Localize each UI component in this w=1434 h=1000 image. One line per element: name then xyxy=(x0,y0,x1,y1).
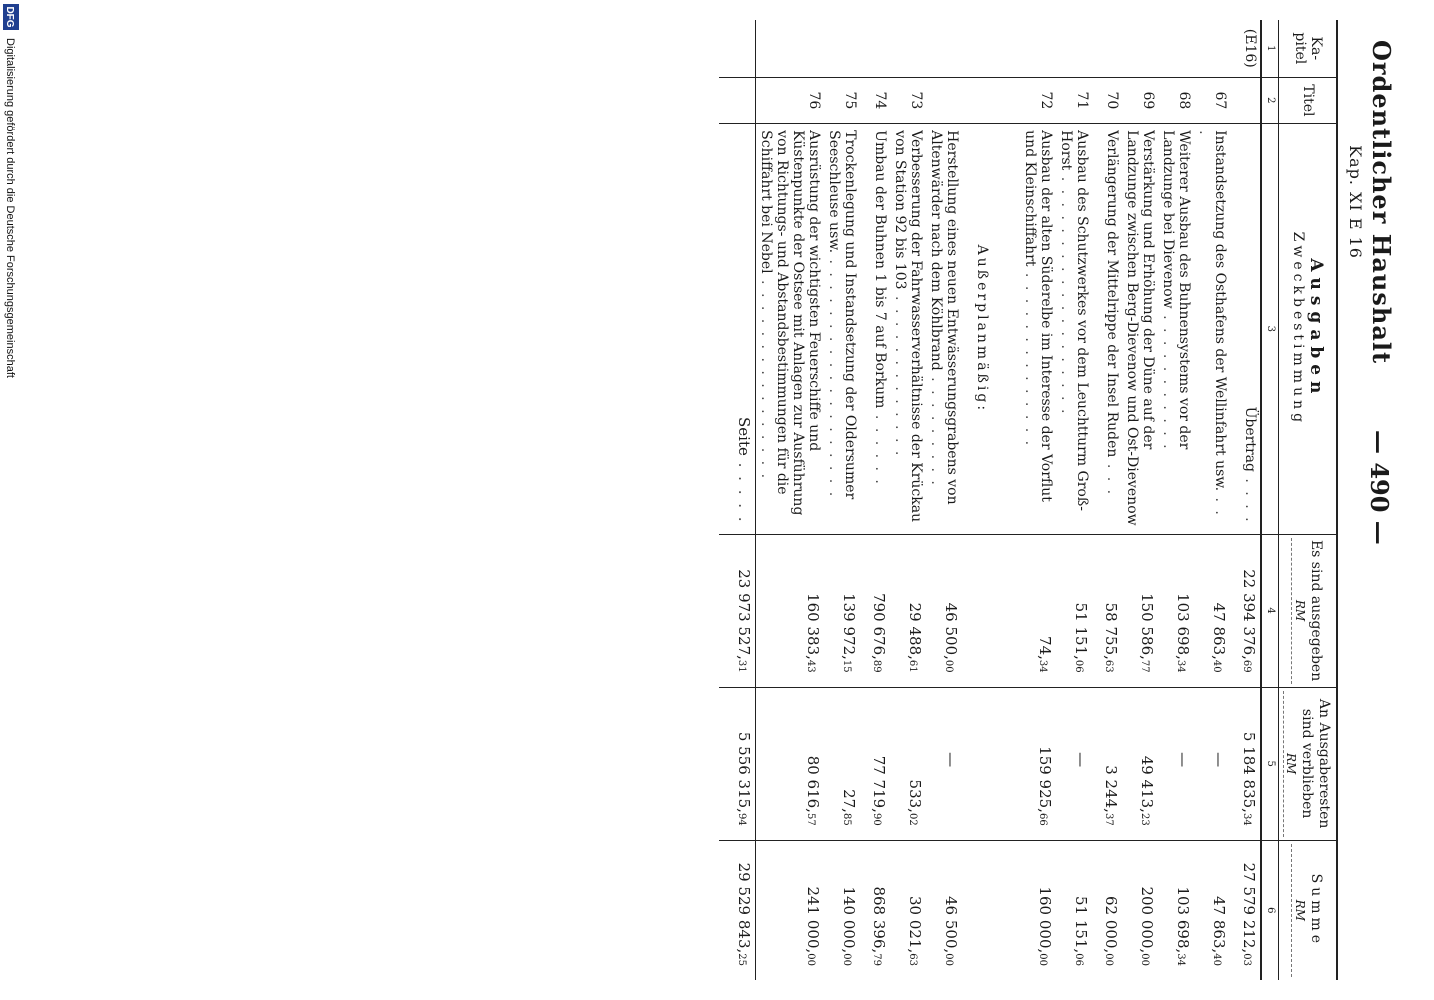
col-number: 5 xyxy=(1261,687,1279,840)
ausgegeben-cell xyxy=(1056,534,1092,687)
summe-cents: 00 xyxy=(943,953,955,966)
col-kapitel: Ka-pitel xyxy=(1279,20,1337,77)
ausgegeben-value: 103 698, xyxy=(1174,593,1193,660)
table-row xyxy=(1056,20,1092,980)
titel-cell xyxy=(1230,77,1261,124)
credit-text: Digitalisierung gefördert durch die Deutsche Forschungsgemeinschaft xyxy=(4,38,16,378)
col-ausgegeben-unit: RM xyxy=(1291,538,1306,684)
total-ausgegeben-cents: 31 xyxy=(736,659,748,673)
kap-cell xyxy=(824,20,860,77)
titel-cell: 70 xyxy=(1092,77,1122,124)
leader-dots: . . . xyxy=(1196,130,1229,517)
reste-cents: 57 xyxy=(805,812,817,826)
reste-cell xyxy=(1194,687,1230,840)
table-row xyxy=(824,20,860,980)
ausgegeben-value: 790 676, xyxy=(870,593,889,660)
table-row xyxy=(962,20,1020,980)
col-reste-unit: RM xyxy=(1283,691,1298,837)
titel-cell: 72 xyxy=(1020,77,1056,124)
col-reste-label: An Ausgaberesten sind verblieben xyxy=(1299,698,1332,829)
col-number: 1 xyxy=(1261,20,1279,77)
table-body xyxy=(756,20,1262,980)
column-number-row xyxy=(1261,20,1279,980)
kap-cell xyxy=(962,20,1020,77)
header-row xyxy=(1279,20,1337,980)
total-leader-dots: . . . . . xyxy=(735,455,754,524)
reste-value: 533, xyxy=(906,779,925,813)
summe-cents: 40 xyxy=(1211,953,1223,966)
zweck-text: Instandsetzung des Osthafens der Wellinfahrt usw. xyxy=(1212,130,1229,492)
col-number: 2 xyxy=(1261,77,1279,124)
zweck-cell xyxy=(1056,124,1092,534)
header-chapter: Kap. XI E 16 xyxy=(1346,145,1365,259)
reste-cell xyxy=(1056,687,1092,840)
ausgegeben-cents: 40 xyxy=(1211,659,1223,673)
reste-cell xyxy=(1158,687,1194,840)
col-number: 4 xyxy=(1261,534,1279,687)
table-row xyxy=(926,20,962,980)
ausgegeben-value: 51 151, xyxy=(1072,602,1091,660)
leader-dots: . . . . . . . . . . . . . xyxy=(892,289,909,458)
reste-cents: 34 xyxy=(1241,812,1253,826)
total-reste-value: 5 556 315, xyxy=(735,731,754,813)
summe-cell xyxy=(860,840,890,980)
zweck-cell xyxy=(1194,124,1230,534)
ausgegeben-value: 74, xyxy=(1036,636,1055,660)
zweck-text: Trockenlegung und Instandsetzung der Oldersumer Seeschleuse usw. xyxy=(826,130,859,500)
titel-cell: 68 xyxy=(1158,77,1194,124)
table-row xyxy=(860,20,890,980)
leader-dots: . . . . . . . . . . . . . . . . . . . xyxy=(1058,170,1075,416)
zweck-cell xyxy=(1092,124,1122,534)
col-summe-label: Summe xyxy=(1307,873,1324,948)
kap-cell xyxy=(1158,20,1194,77)
reste-cell xyxy=(1230,687,1261,840)
summe-cell xyxy=(1020,840,1056,980)
reste-cents: 37 xyxy=(1103,812,1115,826)
ausgegeben-cell xyxy=(1092,534,1122,687)
reste-cents: 85 xyxy=(841,812,853,826)
summe-cents: 63 xyxy=(907,953,919,966)
ausgegeben-cents: 43 xyxy=(805,659,817,673)
reste-dash: — xyxy=(1174,752,1193,768)
section-heading: Außerplanmäßig: xyxy=(962,124,1020,534)
col-summe-unit: RM xyxy=(1291,844,1306,977)
zweck-text: Verstärkung und Erhöhung der Düne auf der Landzunge zwischen Berg-Dievenow und Ost-Dievenow xyxy=(1124,130,1157,526)
summe-value: 140 000, xyxy=(840,886,859,954)
reste-cell xyxy=(1020,687,1056,840)
ausgegeben-cents: 34 xyxy=(1037,659,1049,673)
total-summe xyxy=(719,840,756,980)
ausgegeben-cell xyxy=(824,534,860,687)
ausgegeben-cents: 06 xyxy=(1073,659,1085,673)
titel-cell: 69 xyxy=(1122,77,1158,124)
col-summe xyxy=(1279,840,1337,980)
total-summe-cents: 25 xyxy=(736,953,748,966)
table-row xyxy=(1158,20,1194,980)
kap-cell: (E16) xyxy=(1242,28,1259,68)
summe-cell xyxy=(1194,840,1230,980)
titel-cell: 71 xyxy=(1056,77,1092,124)
ausgegeben-cell xyxy=(962,534,1020,687)
reste-value: 77 719, xyxy=(870,755,889,813)
dfg-logo-text: DFG xyxy=(4,6,15,28)
ausgegeben-cents: 34 xyxy=(1175,659,1187,673)
titel-cell: 76 xyxy=(756,77,825,124)
summe-cell xyxy=(926,840,962,980)
table-row xyxy=(890,20,926,980)
kap-cell xyxy=(890,20,926,77)
reste-cell xyxy=(962,687,1020,840)
summe-value: 241 000, xyxy=(804,886,823,954)
ausgegeben-cents: 77 xyxy=(1139,659,1151,673)
reste-cell xyxy=(1092,687,1122,840)
leader-dots: . . . . xyxy=(1242,471,1259,524)
ausgegeben-cell xyxy=(926,534,962,687)
total-tit-cell xyxy=(719,77,756,124)
reste-cell xyxy=(926,687,962,840)
col-titel: Titel xyxy=(1279,77,1337,124)
summe-value: 27 579 212, xyxy=(1240,862,1259,954)
ausgegeben-value: 150 586, xyxy=(1138,593,1157,660)
ausgegeben-cents: 63 xyxy=(1103,659,1115,673)
titel-cell: 75 xyxy=(824,77,860,124)
zweck-text: Übertrag xyxy=(1242,406,1259,472)
summe-value: 103 698, xyxy=(1174,886,1193,954)
ausgegeben-cents: 00 xyxy=(943,659,955,673)
summe-cents: 79 xyxy=(871,953,883,966)
zweck-text: Ausrüstung der wichtigsten Feuerschiffe und Küstenpunkte der Ostsee mit Anlagen zur Ausführung von Richtungs- und Abstandsbestimmungen für die Schiffahrt bei Nebel xyxy=(758,130,823,516)
summe-cell xyxy=(756,840,825,980)
header-title-block xyxy=(1346,40,1396,364)
zweck-text: Herstellung eines neuen Entwässerungsgrabens von Altenwärder nach dem Köhlbrand xyxy=(928,130,961,505)
col-ausgegeben xyxy=(1279,534,1337,687)
kap-cell xyxy=(926,20,962,77)
summe-cell xyxy=(1122,840,1158,980)
total-reste xyxy=(719,687,756,840)
ausgegeben-value: 160 383, xyxy=(804,593,823,660)
kap-cell xyxy=(1194,20,1230,77)
reste-value: 159 925, xyxy=(1036,746,1055,813)
zweck-text: Verbesserung der Fahrwasserverhältnisse der Krückau von Station 92 bis 103 xyxy=(892,130,925,523)
summe-cell xyxy=(962,840,1020,980)
summe-value: 160 000, xyxy=(1036,886,1055,954)
ausgegeben-cell xyxy=(890,534,926,687)
total-label: Seite xyxy=(735,417,754,456)
col-number: 6 xyxy=(1261,840,1279,980)
zweck-cell xyxy=(860,124,890,534)
col-reste xyxy=(1279,687,1337,840)
reste-value: 49 413, xyxy=(1138,755,1157,813)
header-title: Ordentlicher Haushalt xyxy=(1367,40,1396,365)
zweck-cell xyxy=(1230,124,1261,534)
titel-cell xyxy=(962,77,1020,124)
summe-value: 47 863, xyxy=(1210,896,1229,954)
reste-cell xyxy=(824,687,860,840)
col-number: 3 xyxy=(1261,124,1279,534)
zweck-cell xyxy=(756,124,825,534)
ausgegeben-cell xyxy=(756,534,825,687)
budget-table xyxy=(719,20,1338,980)
ausgegeben-cell xyxy=(1122,534,1158,687)
ausgegeben-value: 47 863, xyxy=(1210,602,1229,660)
reste-cell xyxy=(860,687,890,840)
table-row xyxy=(1020,20,1056,980)
summe-cents: 00 xyxy=(805,953,817,966)
total-ausgegeben xyxy=(719,534,756,687)
ausgegeben-value: 46 500, xyxy=(942,602,961,660)
titel-cell: 73 xyxy=(890,77,926,124)
reste-cents: 66 xyxy=(1037,812,1049,826)
leader-dots: . . . . . . . . . xyxy=(928,370,945,487)
ausgegeben-cell xyxy=(1194,534,1230,687)
total-row xyxy=(719,20,756,980)
ausgegeben-cell xyxy=(860,534,890,687)
reste-cell xyxy=(756,687,825,840)
kap-cell xyxy=(860,20,890,77)
ausgegeben-value: 58 755, xyxy=(1102,602,1121,660)
zweck-cell xyxy=(1020,124,1056,534)
summe-value: 62 000, xyxy=(1102,896,1121,954)
leader-dots: . . . xyxy=(1104,457,1121,497)
kap-cell xyxy=(1020,20,1056,77)
zweck-cell xyxy=(1158,124,1194,534)
reste-cell xyxy=(890,687,926,840)
col-ausgegeben-label: Es sind ausgegeben xyxy=(1307,539,1324,682)
summe-cents: 03 xyxy=(1241,953,1253,966)
reste-cents: 23 xyxy=(1139,812,1151,826)
ausgegeben-value: 22 394 376, xyxy=(1240,569,1259,660)
titel-cell: 67 xyxy=(1194,77,1230,124)
ausgegeben-cents: 89 xyxy=(871,659,883,673)
page-number: — 490 — xyxy=(1365,430,1394,545)
summe-cell xyxy=(890,840,926,980)
summe-cents: 00 xyxy=(841,953,853,966)
leader-dots: . . . . . . xyxy=(872,408,889,486)
leader-dots: . . . . . . . . . . . . . . xyxy=(1022,266,1039,448)
reste-dash: — xyxy=(1210,752,1229,768)
zweck-text: Umbau der Buhnen 1 bis 7 auf Borkum xyxy=(872,130,889,409)
summe-cents: 06 xyxy=(1073,953,1085,966)
col-zweck-label: Zweckbestimmung xyxy=(1289,231,1306,427)
total-label-cell xyxy=(719,124,756,534)
summe-cell xyxy=(1092,840,1122,980)
col-ausgaben-label: Ausgaben xyxy=(1306,258,1327,400)
leader-dots: . . . . . . . . . . . . . . . . xyxy=(758,273,775,481)
leader-dots: . . . . . . . . . . . . . . . . . . . xyxy=(826,253,843,499)
zweck-text: Ausbau des Schutzwerkes vor dem Leuchtturm Groß-Horst xyxy=(1058,130,1091,511)
ausgegeben-cents: 69 xyxy=(1241,659,1253,673)
ausgegeben-value: 139 972, xyxy=(840,593,859,660)
kap-cell xyxy=(1122,20,1158,77)
summe-cents: 00 xyxy=(1103,953,1115,966)
titel-cell: 74 xyxy=(860,77,890,124)
ausgegeben-cents: 15 xyxy=(841,659,853,673)
total-ausgegeben-value: 23 973 527, xyxy=(735,569,754,660)
table-row xyxy=(1122,20,1158,980)
summe-cell xyxy=(1158,840,1194,980)
summe-value: 30 021, xyxy=(906,896,925,954)
summe-value: 51 151, xyxy=(1072,896,1091,954)
reste-value: 27, xyxy=(840,789,859,813)
summe-cell xyxy=(1056,840,1092,980)
reste-value: 3 244, xyxy=(1102,765,1121,813)
table-row xyxy=(1230,20,1261,980)
summe-cents: 34 xyxy=(1175,953,1187,966)
summe-cell xyxy=(1230,840,1261,980)
kap-cell xyxy=(1092,20,1122,77)
col-zweck xyxy=(1279,124,1337,534)
reste-cents: 02 xyxy=(907,812,919,826)
summe-cents: 00 xyxy=(1139,953,1151,966)
reste-cents: 90 xyxy=(871,812,883,826)
document-page xyxy=(0,20,1434,980)
reste-cell xyxy=(1122,687,1158,840)
digitization-credit xyxy=(0,0,22,1000)
ausgegeben-cell xyxy=(1230,534,1261,687)
titel-cell xyxy=(926,77,962,124)
ausgegeben-cents: 61 xyxy=(907,659,919,673)
zweck-cell xyxy=(890,124,926,534)
summe-value: 46 500, xyxy=(942,896,961,954)
kap-cell xyxy=(1056,20,1092,77)
summe-cents: 00 xyxy=(1037,953,1049,966)
reste-dash: — xyxy=(1072,752,1091,768)
ausgegeben-cell xyxy=(1020,534,1056,687)
total-kap-cell xyxy=(719,20,756,77)
total-reste-cents: 94 xyxy=(736,812,748,826)
reste-dash: — xyxy=(942,752,961,768)
zweck-text: Verlängerung der Mittelrippe der Insel Ruden xyxy=(1104,130,1121,458)
ausgegeben-cell xyxy=(1158,534,1194,687)
zweck-cell xyxy=(926,124,962,534)
kap-cell xyxy=(756,20,825,77)
zweck-text: Weiterer Ausbau des Buhnensystems vor der Landzunge bei Dievenow xyxy=(1160,130,1193,450)
zweck-cell xyxy=(1122,124,1158,534)
ausgegeben-value: 29 488, xyxy=(906,602,925,660)
reste-value: 5 184 835, xyxy=(1240,731,1259,813)
table-row xyxy=(756,20,825,980)
total-summe-value: 29 529 843, xyxy=(735,862,754,954)
credit-svg xyxy=(0,0,22,1000)
zweck-cell xyxy=(824,124,860,534)
summe-value: 868 396, xyxy=(870,886,889,954)
summe-cell xyxy=(824,840,860,980)
zweck-text: Ausbau der alten Süderelbe im Interesse der Vorflut und Kleinschiffahrt xyxy=(1022,130,1055,502)
summe-value: 200 000, xyxy=(1138,886,1157,954)
reste-value: 80 616, xyxy=(804,755,823,813)
table-row xyxy=(1194,20,1230,980)
table-row xyxy=(1092,20,1122,980)
leader-dots: . . . . . . . . . . . xyxy=(1160,308,1177,451)
